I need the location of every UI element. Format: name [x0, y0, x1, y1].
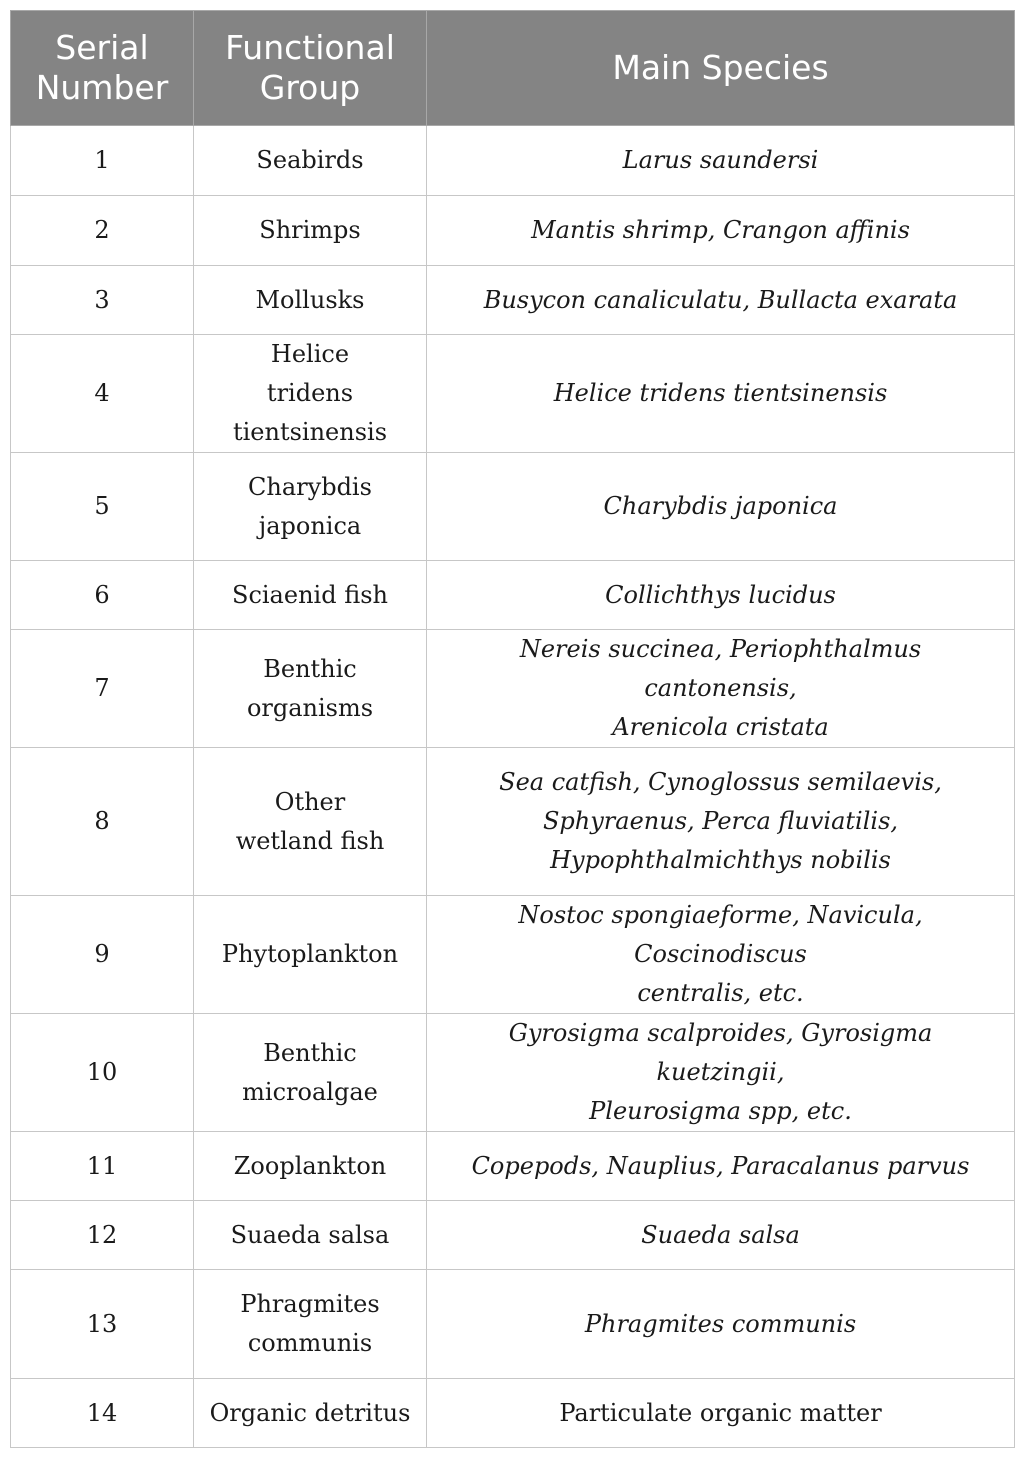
main-species-cell	[427, 266, 1015, 335]
functional-group-line: Phytoplankton	[221, 940, 399, 968]
functional-group-line: communis	[247, 1329, 373, 1357]
functional-group-cell	[194, 266, 427, 335]
functional-group-line: Benthic	[263, 654, 357, 683]
main-species-line: Busycon canaliculatu, Bullacta exarata	[483, 285, 958, 314]
table-row	[11, 335, 1015, 453]
serial-number-cell: 10	[11, 1014, 194, 1132]
functional-group-line: Benthic	[263, 1038, 357, 1067]
main-species-cell	[427, 1270, 1015, 1379]
serial-number-cell: 3	[11, 266, 194, 335]
serial-number-cell: 5	[11, 453, 194, 561]
functional-group-cell	[194, 196, 427, 266]
main-species-cell	[427, 126, 1015, 196]
table-row	[11, 196, 1015, 266]
main-species-cell	[427, 1379, 1015, 1448]
main-species-cell	[427, 1201, 1015, 1270]
serial-number-cell: 1	[11, 126, 194, 196]
main-species-line: Sphyraenus, Perca fluviatilis,	[542, 807, 899, 835]
table-row	[11, 1201, 1015, 1270]
functional-group-cell	[194, 561, 427, 630]
header-serial-line2: Number	[35, 68, 169, 107]
functional-group-line: Organic detritus	[209, 1398, 411, 1427]
functional-group-line: tridens	[266, 379, 354, 407]
main-species-line: Phragmites communis	[584, 1309, 857, 1338]
main-species-line: Pleurosigma spp, etc.	[589, 1097, 852, 1125]
main-species-line: Larus saundersi	[622, 146, 819, 174]
functional-group-line: japonica	[258, 511, 362, 540]
header-row	[11, 11, 1015, 126]
main-species-line: Hypophthalmichthys nobilis	[550, 846, 891, 874]
functional-group-line: microalgae	[242, 1077, 378, 1106]
header-main-species	[427, 11, 1015, 126]
header-serial-number	[11, 11, 194, 126]
main-species-line: centralis, etc.	[637, 979, 804, 1007]
main-species-cell	[427, 335, 1015, 453]
main-species-line: Collichthys lucidus	[605, 580, 836, 609]
functional-group-line: Sciaenid fish	[232, 580, 388, 609]
functional-group-cell	[194, 748, 427, 896]
functional-group-line: Zooplankton	[233, 1151, 387, 1180]
table-body	[11, 126, 1015, 1448]
main-species-line: Nostoc spongiaeforme, Navicula, Coscinodiscus	[518, 901, 923, 968]
table-row	[11, 561, 1015, 630]
main-species-line: Mantis shrimp, Crangon affinis	[531, 216, 910, 244]
table-row	[11, 896, 1015, 1014]
functional-group-cell	[194, 1201, 427, 1270]
functional-group-line: Mollusks	[255, 285, 365, 314]
functional-group-line: organisms	[246, 693, 374, 722]
main-species-cell	[427, 896, 1015, 1014]
header-group-line2: Group	[259, 68, 361, 107]
table-row	[11, 630, 1015, 748]
table-row	[11, 266, 1015, 335]
functional-group-cell	[194, 1132, 427, 1201]
serial-number-cell: 7	[11, 630, 194, 748]
functional-group-line: Charybdis	[248, 472, 372, 501]
serial-number-cell: 14	[11, 1379, 194, 1448]
main-species-line: Copepods, Nauplius, Paracalanus parvus	[471, 1151, 970, 1180]
serial-number-cell: 8	[11, 748, 194, 896]
functional-group-cell	[194, 126, 427, 196]
main-species-line: Particulate organic matter	[559, 1398, 882, 1427]
table-row	[11, 126, 1015, 196]
main-species-cell	[427, 630, 1015, 748]
header-serial-line1: Serial	[55, 28, 149, 67]
main-species-line: Arenicola cristata	[612, 713, 829, 741]
functional-group-line: Suaeda salsa	[230, 1220, 390, 1249]
main-species-cell	[427, 748, 1015, 896]
functional-group-cell	[194, 453, 427, 561]
main-species-cell	[427, 453, 1015, 561]
functional-group-line: Helice	[270, 340, 350, 368]
functional-group-cell	[194, 1379, 427, 1448]
serial-number-cell: 4	[11, 335, 194, 453]
functional-group-cell	[194, 1270, 427, 1379]
header-species-label: Main Species	[612, 48, 829, 87]
functional-group-cell	[194, 896, 427, 1014]
main-species-line: Helice tridens tientsinensis	[553, 379, 888, 407]
functional-group-line: Shrimps	[259, 216, 361, 244]
functional-group-table	[10, 10, 1015, 1448]
table-row	[11, 453, 1015, 561]
functional-group-line: Phragmites	[240, 1290, 380, 1318]
header-group-line1: Functional	[225, 28, 395, 67]
functional-group-cell	[194, 335, 427, 453]
main-species-cell	[427, 1132, 1015, 1201]
header-functional-group	[194, 11, 427, 126]
main-species-cell	[427, 561, 1015, 630]
table-row	[11, 1014, 1015, 1132]
main-species-line: Suaeda salsa	[641, 1220, 800, 1249]
main-species-cell	[427, 196, 1015, 266]
serial-number-cell: 13	[11, 1270, 194, 1379]
functional-group-line: wetland fish	[235, 826, 385, 855]
functional-group-cell	[194, 1014, 427, 1132]
serial-number-cell: 9	[11, 896, 194, 1014]
table-row	[11, 1270, 1015, 1379]
functional-group-line: Other	[274, 787, 346, 816]
serial-number-cell: 11	[11, 1132, 194, 1201]
table-header	[11, 11, 1015, 126]
functional-group-line: Seabirds	[256, 146, 364, 174]
main-species-line: Nereis succinea, Periophthalmus cantonensis,	[519, 635, 922, 702]
main-species-line: Sea catfish, Cynoglossus semilaevis,	[499, 768, 942, 796]
main-species-line: Charybdis japonica	[603, 492, 838, 520]
serial-number-cell: 12	[11, 1201, 194, 1270]
functional-group-cell	[194, 630, 427, 748]
serial-number-cell: 6	[11, 561, 194, 630]
main-species-line: Gyrosigma scalproides, Gyrosigma kuetzingii,	[508, 1019, 933, 1086]
main-species-cell	[427, 1014, 1015, 1132]
functional-group-line: tientsinensis	[232, 418, 388, 446]
serial-number-cell: 2	[11, 196, 194, 266]
table-row	[11, 1132, 1015, 1201]
table-row	[11, 748, 1015, 896]
table-row	[11, 1379, 1015, 1448]
